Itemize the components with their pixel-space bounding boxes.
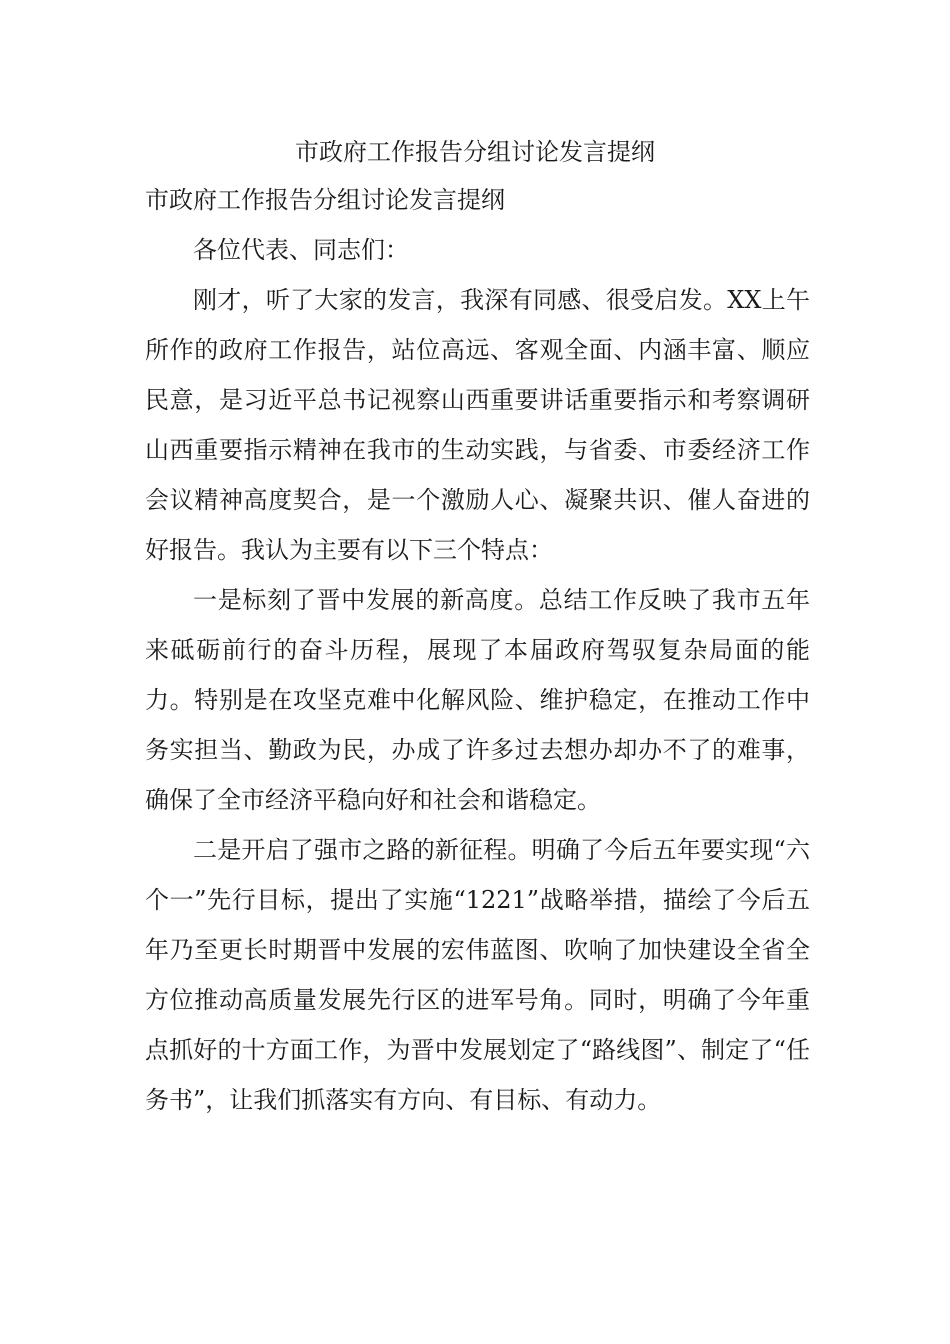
document-body bbox=[145, 225, 810, 1125]
paragraph-point-one: 一是标刻了晋中发展的新高度。总结工作反映了我市五年来砥砺前行的奋斗历程，展现了本届政府驾驭复杂局面的能力。特别是在攻坚克难中化解风险、维护稳定，在推动工作中务实担当、勤政为民，办成了许多过去想办却办不了的难事，确保了全市经济平稳向好和社会和谐稳定。 bbox=[145, 586, 810, 814]
paragraph-intro: 刚才，听了大家的发言，我深有同感、很受启发。XX上午所作的政府工作报告，站位高远、客观全面、内涵丰富、顺应民意，是习近平总书记视察山西重要讲话重要指示和考察调研山西重要指示精神在我市的生动实践，与省委、市委经济工作会议精神高度契合，是一个激励人心、凝聚共识、催人奋进的好报告。我认为主要有以下三个特点： bbox=[145, 286, 810, 564]
document-title: 市政府工作报告分组讨论发言提纲 bbox=[295, 138, 655, 166]
paragraph-greeting: 各位代表、同志们： bbox=[193, 236, 409, 264]
paragraph-point-two: 二是开启了强市之路的新征程。明确了今后五年要实现“六个一”先行目标，提出了实施“1221”战略举措，描绘了今后五年乃至更长时期晋中发展的宏伟蓝图、吹响了加快建设全省全方位推动高质量发展先行区的进军号角。同时，明确了今年重点抓好的十方面工作，为晋中发展划定了“路线图”、制定了“任务书”，让我们抓落实有方向、有目标、有动力。 bbox=[145, 836, 810, 1114]
document-subtitle: 市政府工作报告分组讨论发言提纲 bbox=[145, 186, 505, 214]
